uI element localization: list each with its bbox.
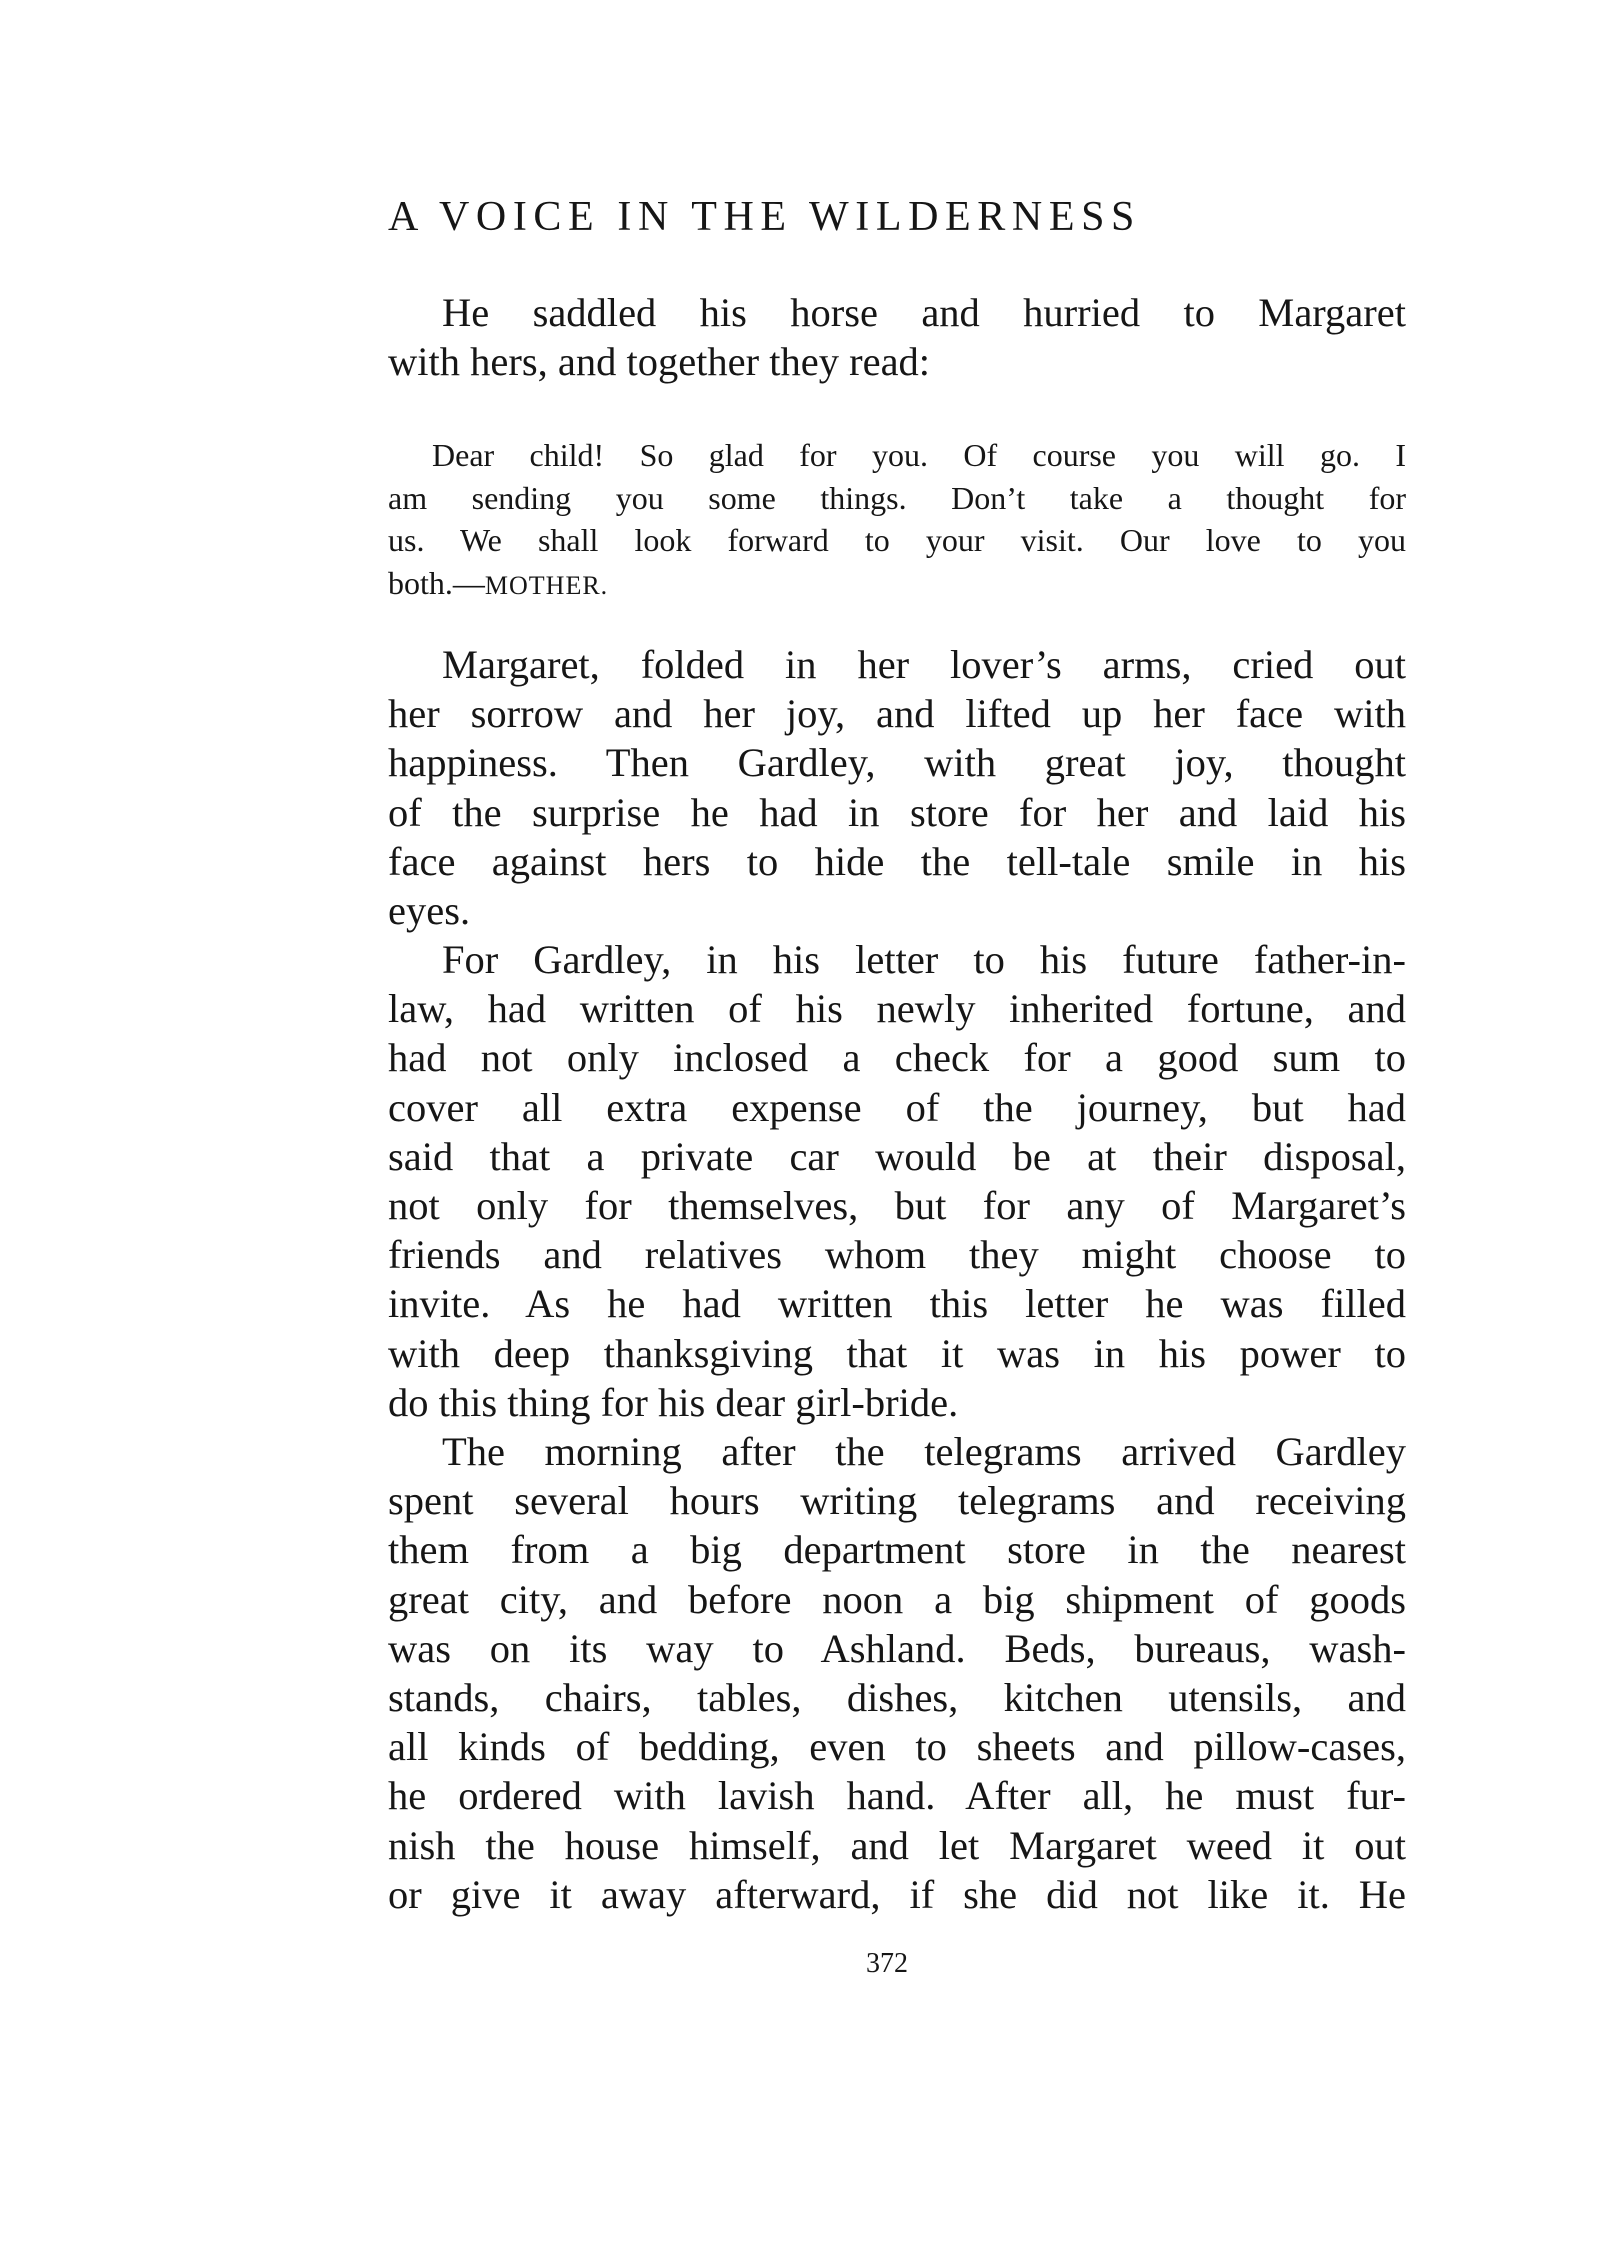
page-number: 372 bbox=[866, 1948, 908, 1979]
paragraph-1 bbox=[388, 640, 1406, 935]
text-line: law, had written of his newly inherited fortune, and bbox=[388, 986, 1406, 1032]
letter-line: us. We shall look forward to your visit. Our love to you bbox=[388, 522, 1406, 558]
text-line: He saddled his horse and hurried to Margaret bbox=[442, 290, 1406, 335]
text-line: of the surprise he had in store for her and laid his bbox=[388, 789, 1406, 835]
text-line: great city, and before noon a big shipment of goods bbox=[388, 1576, 1406, 1622]
text-line: Margaret, folded in her lover’s arms, cried out bbox=[442, 642, 1406, 687]
text-line: For Gardley, in his letter to his future father-in- bbox=[442, 937, 1406, 982]
text-line: them from a big department store in the nearest bbox=[388, 1527, 1406, 1573]
text-line: said that a private car would be at their disposal, bbox=[388, 1133, 1406, 1179]
paragraph-2 bbox=[388, 935, 1406, 1427]
text-line: all kinds of bedding, even to sheets and pillow-cases, bbox=[388, 1724, 1406, 1770]
letter-line bbox=[388, 562, 1406, 605]
intro-paragraph bbox=[388, 288, 1406, 386]
text-line: with hers, and together they read: bbox=[388, 339, 931, 385]
text-line: face against hers to hide the tell-tale smile in his bbox=[388, 838, 1406, 884]
text-line: stands, chairs, tables, dishes, kitchen utensils, and bbox=[388, 1674, 1406, 1720]
letter-line: am sending you some things. Don’t take a thought for bbox=[388, 479, 1406, 516]
text-line: was on its way to Ashland. Beds, bureaus, wash- bbox=[388, 1625, 1406, 1671]
text-line: not only for themselves, but for any of Margaret’s bbox=[388, 1182, 1406, 1228]
letter-closing: both.— bbox=[388, 564, 485, 601]
letter-line: Dear child! So glad for you. Of course you will go. I bbox=[432, 437, 1406, 473]
text-line: with deep thanksgiving that it was in his power to bbox=[388, 1330, 1406, 1376]
text-line: had not only inclosed a check for a good sum to bbox=[388, 1035, 1406, 1081]
telegram-letter bbox=[388, 434, 1406, 604]
text-line: invite. As he had written this letter he was filled bbox=[388, 1281, 1406, 1327]
text-line: eyes. bbox=[388, 887, 471, 933]
text-line: he ordered with lavish hand. After all, he must fur- bbox=[388, 1773, 1406, 1819]
text-line: The morning after the telegrams arrived Gardley bbox=[442, 1429, 1406, 1474]
paragraph-3 bbox=[388, 1427, 1406, 1919]
text-line: or give it away afterward, if she did not like it. He bbox=[388, 1871, 1406, 1917]
text-line: happiness. Then Gardley, with great joy, thought bbox=[388, 740, 1406, 786]
text-line: friends and relatives whom they might choose to bbox=[388, 1232, 1406, 1278]
running-head: A VOICE IN THE WILDERNESS bbox=[388, 194, 1141, 240]
text-line: nish the house himself, and let Margaret weed it out bbox=[388, 1822, 1406, 1868]
text-line: cover all extra expense of the journey, but had bbox=[388, 1084, 1406, 1130]
text-line: do this thing for his dear girl-bride. bbox=[388, 1379, 959, 1425]
text-line: her sorrow and her joy, and lifted up her face with bbox=[388, 691, 1406, 737]
text-line: spent several hours writing telegrams and receiving bbox=[388, 1478, 1406, 1524]
letter-signature: MOTHER. bbox=[484, 570, 609, 600]
